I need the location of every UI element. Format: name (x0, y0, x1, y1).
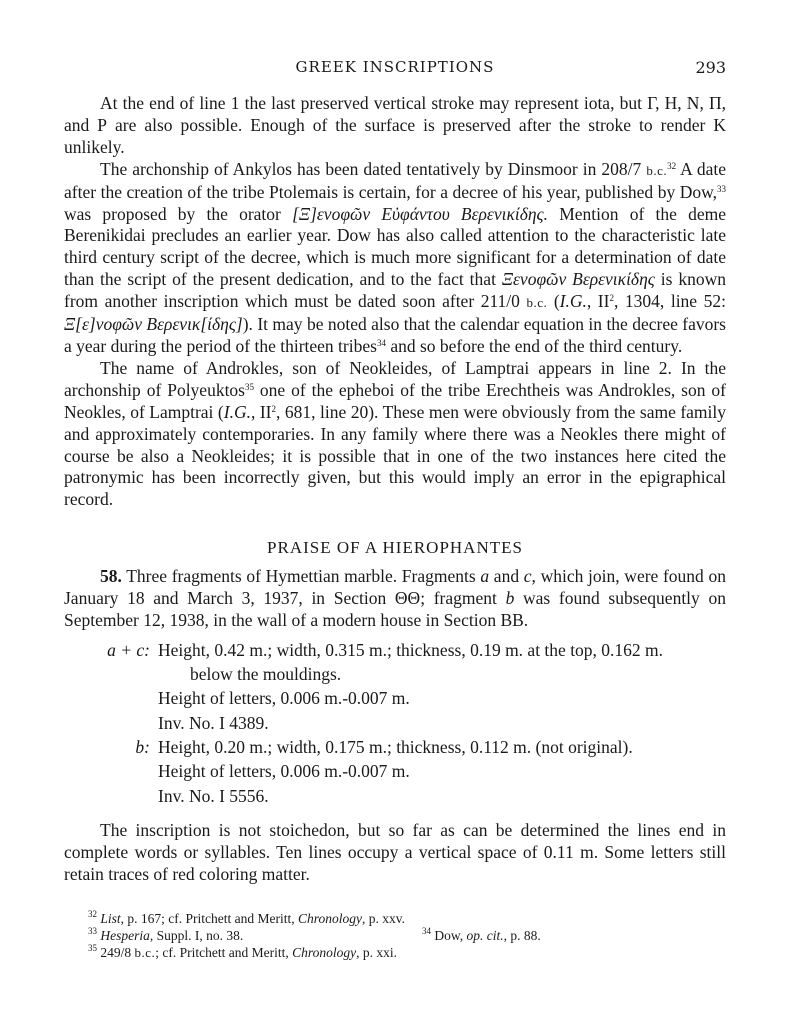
superscript: 2 (271, 403, 276, 414)
dim-label-text: a + c: (107, 639, 150, 660)
fn-title: Chronology (292, 945, 357, 960)
dim-b-letters: Height of letters, 0.006 m.-0.007 m. (158, 761, 410, 782)
greek-name: Ξ[ε]νοφῶν Βερενικ[ίδης] (64, 314, 243, 335)
footnote-number: 35 (88, 943, 97, 953)
dim-ac-line2: below the mouldings. (190, 664, 342, 685)
text: and so before the end of the third century. (385, 335, 683, 356)
text: Three fragments of Hymettian marble. Fragments (121, 566, 481, 587)
era-abbrev: b.c. (526, 295, 548, 311)
paragraph-stoichedon (64, 820, 726, 886)
dim-row-ac (64, 638, 726, 687)
fragment-label: a (480, 566, 490, 587)
text: Mention of the deme Berenikidai precludes an earlier year. Dow has also called attention to the characteristic late third century script of the decree, which is much more significant for a determination of date than the script of the present dedication, and to the fact that (64, 203, 727, 290)
dimensions-block (64, 638, 726, 808)
paragraph-androkles (64, 358, 726, 511)
text: The name of Androkles, son of Neokleides, of Lamptrai appears in line 2. In the archonship of Polyeuktos (64, 357, 726, 400)
footnote-ref-33[interactable]: 33 (717, 183, 726, 194)
dim-ac-line1: Height, 0.42 m.; width, 0.315 m.; thickness, 0.19 m. at the top, 0.162 m. (158, 639, 664, 660)
dim-b-inventory: Inv. No. I 5556. (158, 785, 269, 806)
fn-text: , Suppl. I, no. 38. (149, 928, 244, 943)
superscript: 2 (609, 293, 614, 304)
footnote-34 (422, 927, 541, 944)
footnotes (88, 910, 708, 961)
era-abbrev: b.c. (134, 945, 156, 960)
fn-title: List (100, 911, 121, 926)
dim-b-line1: Height, 0.20 m.; width, 0.175 m.; thickness, 0.112 m. (not original). (158, 737, 633, 758)
greek-name: [Ξ]ενοφῶν Εὐφάντου Βερενικίδης. (292, 203, 549, 224)
footnote-32 (88, 910, 708, 927)
running-header (64, 58, 726, 82)
dim-label-text: b: (135, 737, 150, 758)
section-heading: PRAISE OF A HIEROPHANTES (267, 538, 523, 558)
dim-row-b (64, 735, 726, 759)
text: , which join, were found on January 18 and March 3, 1937, in Section ΘΘ; fragment (64, 566, 726, 609)
paragraph-iota (64, 93, 726, 159)
footnote-35 (88, 944, 708, 961)
entry-58-description (64, 566, 726, 632)
text: , II (586, 291, 610, 312)
text: The archonship of Ankylos has been dated tentatively by Dinsmoor in 208/7 (100, 158, 647, 179)
footnote-ref-32[interactable]: 32 (667, 160, 677, 171)
footnote-33-34 (88, 927, 708, 944)
text: is known from another inscription which must be dated soon after 211/0 (64, 269, 726, 312)
text: , 1304, line 52: (613, 291, 727, 312)
footnote-number: 34 (422, 926, 431, 936)
running-title: GREEK INSCRIPTIONS (295, 58, 495, 76)
fn-text: ; cf. Pritchett and Meritt, (155, 945, 293, 960)
footnote-number: 33 (88, 926, 97, 936)
era-abbrev: b.c. (646, 162, 668, 178)
fn-title: op. cit. (466, 928, 504, 943)
fn-title: Hesperia (100, 928, 150, 943)
text: one of the epheboi of the tribe Erechtheis was Androkles, son of Neokles, of Lamptrai ( (64, 379, 726, 422)
fragment-label: c (523, 566, 532, 587)
text: was found subsequently on September 12, 1938, in the wall of a modern house in Section ΒΒ. (64, 588, 726, 630)
paragraph-ankylos (64, 159, 726, 358)
text: A date after the creation of the tribe Ptolemais is certain, for a decree of his year, published by Dow, (64, 158, 726, 202)
dim-label-b (64, 735, 150, 759)
text: The inscription is not stoichedon, but so far as can be determined the lines end in complete words or syllables. Ten lines occupy a vertical space of 0.11 m. Some letters still retain traces of red coloring matter. (64, 819, 726, 884)
text: At the end of line 1 the last preserved vertical stroke may represent iota, but Γ, Η, Ν, Π, and Ρ are also possible. Enough of the surface is preserved after the stroke to render Κ unlikely. (64, 93, 726, 157)
page-number: 293 (695, 58, 726, 77)
fn-text: 249/8 (97, 945, 135, 960)
text: , 681, line 20). These men were obviously from the same family and approximately contemporaries. In any family where there was a Neokles there might of course be also a Neokleides; it is possible that in one of the two instances here cited the patronymic has been incorrectly given, but this would imply an error in the epigraphical record. (64, 401, 727, 510)
fragment-label: b (505, 588, 515, 609)
fn-text: , p. 167; cf. Pritchett and Meritt, (120, 911, 298, 926)
footnote-number: 32 (88, 909, 97, 919)
text: , II (250, 401, 272, 422)
main-text (64, 93, 726, 886)
fn-text: Dow, (431, 928, 467, 943)
citation-ig: I.G. (559, 291, 587, 312)
text: was proposed by the orator (64, 203, 293, 224)
text: ( (547, 291, 560, 312)
text: ). It may be noted also that the calendar equation in the decree favors a year during the period of the thirteen tribes (64, 314, 726, 356)
fn-title: Chronology (297, 911, 362, 926)
citation-ig: I.G. (223, 401, 251, 422)
fn-text: , p. 88. (503, 928, 541, 943)
dim-ac-letters: Height of letters, 0.006 m.-0.007 m. (158, 688, 410, 709)
entry-number: 58. (100, 566, 122, 587)
footnote-ref-35[interactable]: 35 (245, 381, 254, 392)
fn-text: , p. xxv. (361, 911, 405, 926)
text: and (489, 566, 524, 587)
dim-ac-inventory: Inv. No. I 4389. (158, 712, 269, 733)
fn-text: , p. xxi. (356, 945, 398, 960)
footnote-ref-34[interactable]: 34 (376, 337, 386, 348)
greek-name: Ξενοφῶν Βερενικίδης (501, 269, 655, 290)
dim-label-ac (64, 638, 150, 662)
